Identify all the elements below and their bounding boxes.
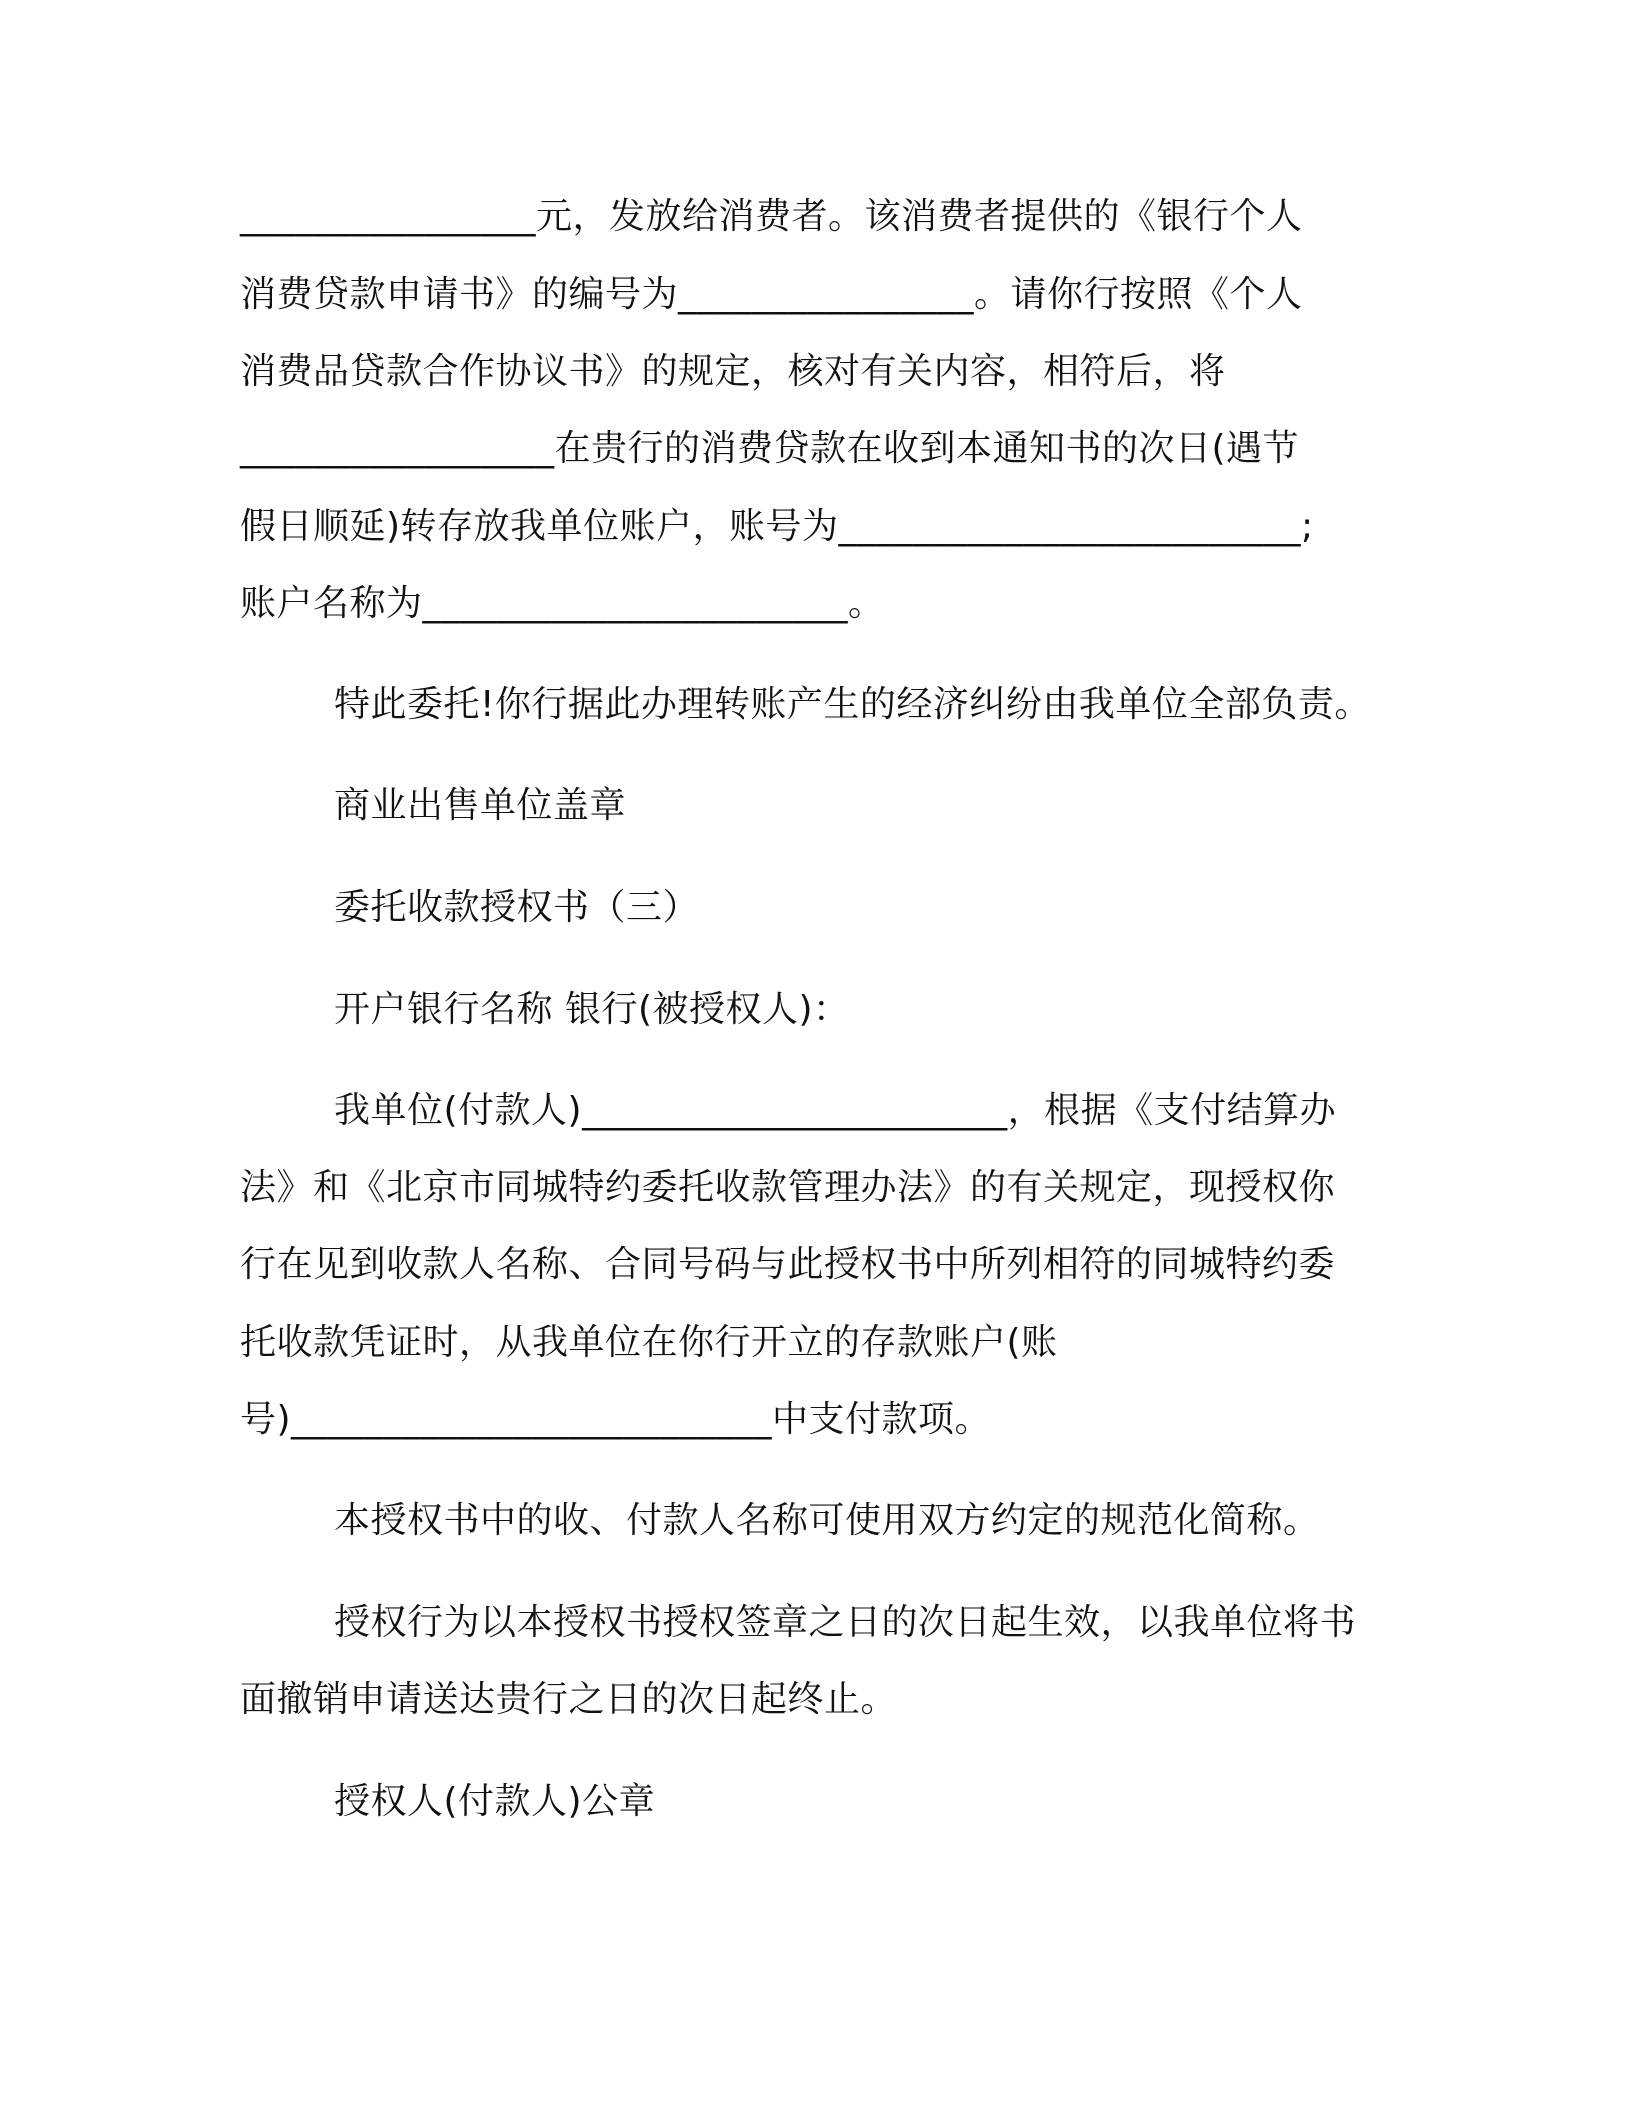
paragraph-line: _________________在贵行的消费贷款在收到本通知书的次日(遇节 bbox=[240, 428, 1300, 469]
paragraph-line: 法》和《北京市同城特约委托收款管理办法》的有关规定，现授权你 bbox=[240, 1167, 1336, 1208]
signature-label: 商业出售单位盖章 bbox=[334, 785, 627, 826]
paragraph-line: 本授权书中的收、付款人名称可使用双方约定的规范化简称。 bbox=[334, 1500, 1320, 1541]
paragraph-line: 消费贷款申请书》的编号为________________。请你行按照《个人 bbox=[240, 274, 1303, 315]
paragraph-line: 我单位(付款人)_______________________，根据《支付结算办 bbox=[334, 1090, 1337, 1131]
paragraph-line: ________________元，发放给消费者。该消费者提供的《银行个人 bbox=[240, 196, 1303, 237]
paragraph-line: 授权行为以本授权书授权签章之日的次日起生效，以我单位将书 bbox=[334, 1602, 1357, 1643]
section-title: 委托收款授权书（三） bbox=[334, 887, 700, 928]
paragraph-line: 账户名称为_______________________。 bbox=[240, 583, 885, 624]
paragraph-line: 面撤销申请送达贵行之日的次日起终止。 bbox=[240, 1679, 898, 1720]
paragraph-line: 行在见到收款人名称、合同号码与此授权书中所列相符的同城特约委 bbox=[240, 1244, 1336, 1285]
addressee-line: 开户银行名称 银行(被授权人)： bbox=[334, 989, 850, 1030]
paragraph-line: 托收款凭证时，从我单位在你行开立的存款账户(账 bbox=[240, 1322, 1058, 1363]
paragraph-line: 假日顺延)转存放我单位账户，账号为_________________________; bbox=[240, 506, 1314, 547]
paragraph-line: 特此委托!你行据此办理转账产生的经济纠纷由我单位全部负责。 bbox=[334, 684, 1371, 725]
paragraph-line: 号)__________________________中支付款项。 bbox=[240, 1399, 992, 1440]
signature-label: 授权人(付款人)公章 bbox=[334, 1781, 656, 1822]
paragraph-line: 消费品贷款合作协议书》的规定，核对有关内容，相符后，将 bbox=[240, 351, 1226, 392]
